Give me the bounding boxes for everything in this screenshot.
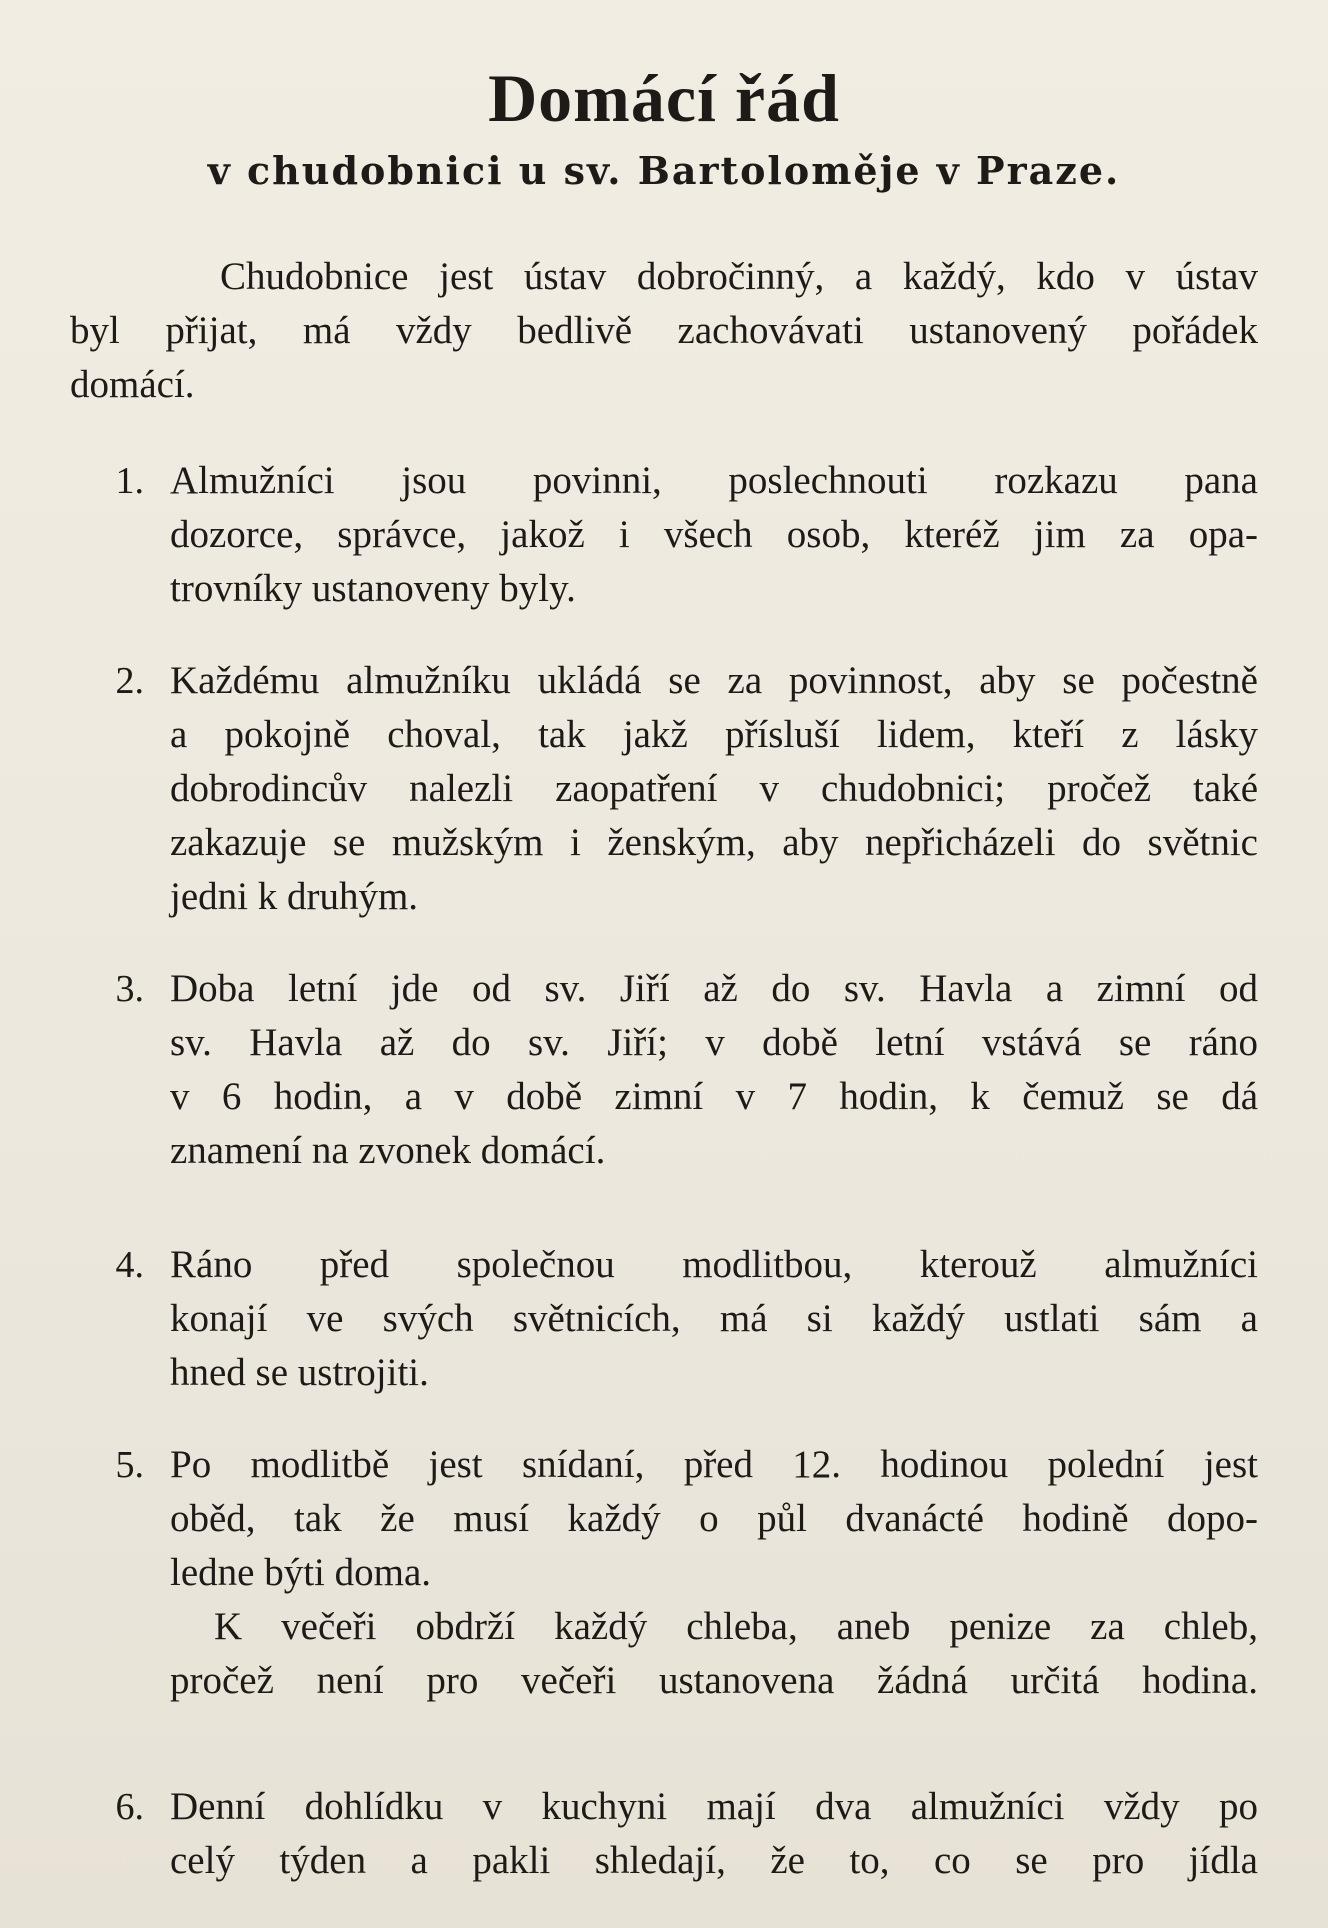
rule-text [170, 454, 1258, 616]
rule-line: a pokojně choval, tak jakž přísluší lidem, kteří z lásky [170, 713, 1258, 756]
rule-line: sv. Havla až do sv. Jiří; v době letní vstává se ráno [170, 1021, 1258, 1064]
rule-line: K večeři obdrží každý chleba, aneb penize za chleb, [214, 1605, 1258, 1648]
rule-number: 6. [115, 1786, 144, 1828]
page-subtitle: v chudobnici u sv. Bartoloměje v Praze. [207, 148, 1121, 193]
rule-line: dobrodincův nalezli zaopatření v chudobnici; pročež také [170, 767, 1258, 810]
rule-item-6 [70, 1780, 1258, 1888]
rule-item-2 [70, 654, 1258, 924]
rule-line: dozorce, správce, jakož i všech osob, kteréž jim za opa- [170, 513, 1258, 556]
rule-line: Denní dohlídku v kuchyni mají dva almužníci vždy po [170, 1785, 1258, 1828]
rule-text [170, 1238, 1258, 1400]
rule-line: Doba letní jde od sv. Jiří až do sv. Havla a zimní od [170, 967, 1258, 1010]
rule-line: pročež není pro večeři ustanovena žádná určitá hodina. [170, 1659, 1258, 1702]
rule-item-4 [70, 1238, 1258, 1400]
rule-item-5 [70, 1438, 1258, 1708]
rule-number: 3. [115, 968, 144, 1010]
rule-number: 1. [115, 460, 144, 502]
rule-line: zakazuje se mužským i ženským, aby nepřicházeli do světnic [170, 821, 1258, 864]
rule-item-3 [70, 962, 1258, 1178]
rule-line: hned se ustrojiti. [170, 1351, 429, 1394]
rule-line: jedni k druhým. [170, 875, 419, 918]
rule-text [170, 962, 1258, 1178]
rule-line: znamení na zvonek domácí. [170, 1129, 606, 1172]
rule-item-1 [70, 454, 1258, 616]
rule-line: Ráno před společnou modlitbou, kterouž almužníci [170, 1243, 1258, 1286]
rule-line: Almužníci jsou povinni, poslechnouti rozkazu pana [170, 459, 1258, 502]
rule-text [170, 1780, 1258, 1888]
rule-number: 5. [115, 1444, 144, 1486]
rule-line: Po modlitbě jest snídaní, před 12. hodinou polední jest [170, 1443, 1258, 1486]
intro-line: Chudobnice jest ústav dobročinný, a každý, kdo v ústav [220, 255, 1258, 298]
rule-text [170, 654, 1258, 924]
rule-number: 2. [115, 660, 144, 702]
rule-text [170, 1438, 1258, 1708]
page-title: Domácí řád [488, 60, 840, 136]
intro-line: domácí. [70, 363, 195, 406]
rule-number: 4. [115, 1244, 144, 1286]
rule-line: oběd, tak že musí každý o půl dvanácté hodině dopo- [170, 1497, 1258, 1540]
rule-line: Každému almužníku ukládá se za povinnost, aby se počestně [170, 659, 1258, 702]
rule-line: v 6 hodin, a v době zimní v 7 hodin, k čemuž se dá [170, 1075, 1258, 1118]
intro-paragraph [70, 250, 1258, 412]
intro-line: byl přijat, má vždy bedlivě zachovávati ustanovený pořádek [70, 309, 1258, 352]
rule-line: konají ve svých světnicích, má si každý ustlati sám a [170, 1297, 1258, 1340]
rule-line: celý týden a pakli shledají, že to, co se pro jídla [170, 1839, 1258, 1882]
rule-line: trovníky ustanoveny byly. [170, 567, 576, 610]
rule-line: ledne býti doma. [170, 1551, 432, 1594]
